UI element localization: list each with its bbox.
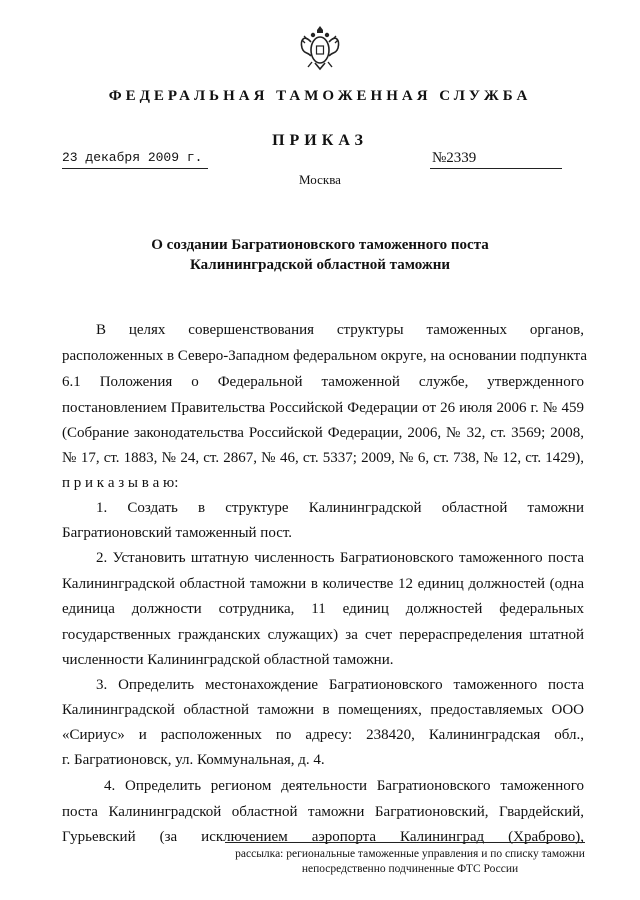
distribution-note: непосредственно подчиненные ФТС России bbox=[301, 863, 519, 875]
footer-divider bbox=[225, 842, 585, 843]
order-subject bbox=[0, 235, 640, 275]
body-line: государственных гражданских служащих) за счет перераспределения штатной bbox=[62, 627, 584, 643]
body-line: В целях совершенствования структуры таможенных органов, bbox=[96, 322, 584, 338]
body-line: 4. Определить регионом деятельности Багратионовского таможенного bbox=[104, 778, 584, 794]
distribution-note: рассылка: региональные таможенные управления и по списку таможни bbox=[235, 848, 585, 860]
subject-line: Калининградской областной таможни bbox=[190, 257, 450, 273]
body-line-order-word: п р и к а з ы в а ю: bbox=[62, 475, 179, 491]
body-line: г. Багратионовск, ул. Коммунальная, д. 4. bbox=[62, 752, 325, 768]
body-line: Калининградской областной таможни в помещениях, предоставляемых ООО bbox=[62, 702, 584, 718]
number-underline bbox=[430, 168, 562, 169]
body-line: № 17, ст. 1883, № 24, ст. 2867, № 46, ст. 5337; 2009, № 6, ст. 738, № 12, ст. 1429), bbox=[62, 450, 584, 466]
date-underline bbox=[62, 168, 208, 169]
body-line: 2. Установить штатную численность Багратионовского таможенного поста bbox=[96, 550, 584, 566]
order-title: ПРИКАЗ bbox=[272, 132, 368, 149]
body-line: постановлением Правительства Российской Федерации от 26 июля 2006 г. № 459 bbox=[62, 400, 584, 416]
body-line: численности Калининградской областной таможни. bbox=[62, 652, 394, 668]
body-line: 6.1 Положения о Федеральной таможенной службе, утвержденного bbox=[62, 374, 584, 390]
body-line: 1. Создать в структуре Калининградской областной таможни bbox=[96, 500, 584, 516]
order-date: 23 декабря 2009 г. bbox=[62, 150, 203, 165]
body-line: единица должности сотрудника, 11 единиц должностей федеральных bbox=[62, 601, 584, 617]
city: Москва bbox=[299, 172, 341, 187]
subject-line: О создании Багратионовского таможенного поста bbox=[151, 237, 489, 253]
body-line: поста Калининградской областной таможни Багратионовский, Гвардейский, bbox=[62, 804, 584, 820]
double-headed-eagle-emblem-icon bbox=[298, 22, 342, 72]
body-line: Багратионовский таможенный пост. bbox=[62, 525, 293, 541]
agency-name: ФЕДЕРАЛЬНАЯ ТАМОЖЕННАЯ СЛУЖБА bbox=[108, 88, 532, 104]
order-number: №2339 bbox=[432, 150, 477, 166]
body-line: Калининградской областной таможни в количестве 12 единиц должностей (одна bbox=[62, 576, 584, 592]
body-line: Гурьевский (за исключением аэропорта Калининград (Храброво), bbox=[62, 829, 584, 845]
body-line: «Сириус» и расположенных по адресу: 238420, Калининградская обл., bbox=[62, 727, 584, 743]
body-line: (Собрание законодательства Российской Федерации, 2006, № 32, ст. 3569; 2008, bbox=[62, 425, 584, 441]
body-line: расположенных в Северо-Западном федеральном округе, на основании подпункта bbox=[62, 348, 587, 364]
body-line: 3. Определить местонахождение Багратионовского таможенного поста bbox=[96, 677, 584, 693]
